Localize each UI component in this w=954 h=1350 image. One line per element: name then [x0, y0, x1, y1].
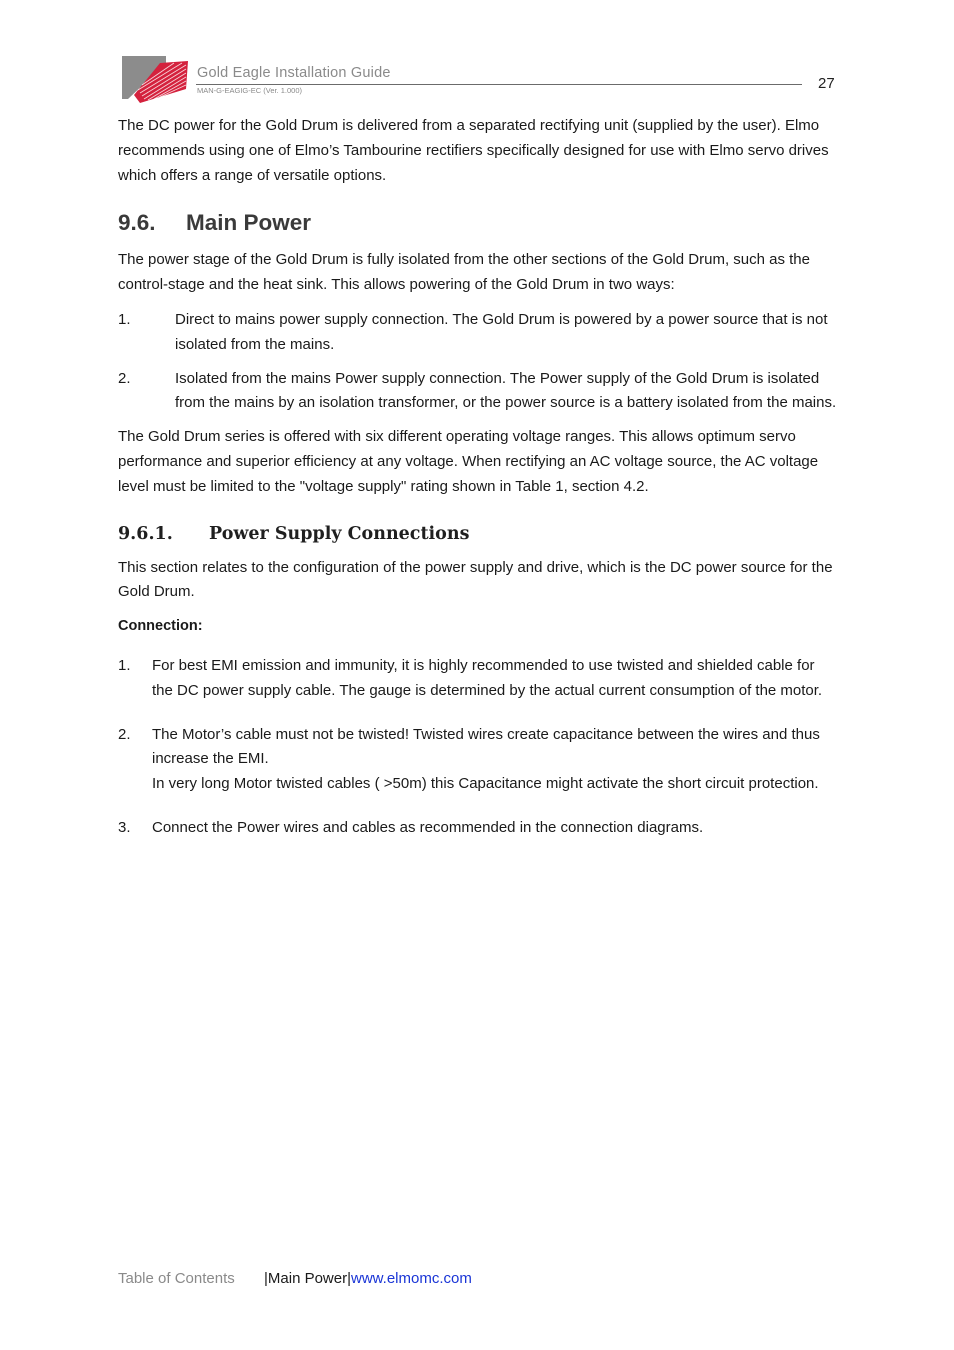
list-item-text [152, 654, 838, 704]
list-item [118, 308, 838, 358]
list-item-text [152, 816, 838, 841]
subsection-number: 9.6.1. [118, 523, 173, 544]
list-item-text: Direct to mains power supply connection. The Gold Drum is powered by a power source that is not isolated from the mains. [175, 310, 828, 353]
section-number: 9.6. [118, 210, 156, 236]
intro-paragraph: The DC power for the Gold Drum is delivered from a separated rectifying unit (supplied by the user). Elmo recommends using one of Elmo’s Tambourine rectifiers specifically designed for use with Elmo servo drives which offers a range of versatile options. [118, 117, 829, 184]
list-item-text [152, 723, 838, 797]
list-item-number: 2. [118, 725, 131, 743]
page-content [118, 114, 838, 860]
footer-section: |Main Power| [264, 1270, 351, 1287]
connection-label: Connection: [118, 618, 203, 635]
power-modes-list [118, 308, 838, 416]
section-paragraph-2: The Gold Drum series is offered with six different operating voltage ranges. This allows optimum servo performance and superior efficiency at any voltage. When rectifying an AC voltage source, the AC voltage level must be limited to the "voltage supply" rating shown in Table 1, section 4.2. [118, 428, 819, 495]
section-heading [118, 209, 838, 237]
section-title: Main Power [186, 210, 312, 236]
header-doc-code: MAN-G-EAGIG-EC (Ver. 1.000) [197, 86, 303, 95]
page-number: 27 [818, 75, 835, 92]
page-footer [118, 1270, 472, 1287]
header-divider [196, 84, 802, 85]
connection-list [118, 654, 838, 841]
section-paragraph-1: The power stage of the Gold Drum is fully isolated from the other sections of the Gold Drum, such as the control-stage and the heat sink. This allows powering of the Gold Drum in two ways: [118, 251, 810, 294]
list-item-text: Isolated from the mains Power supply connection. The Power supply of the Gold Drum is isolated from the mains by an isolation transformer, or the power source is a battery isolated from the mains. [175, 369, 837, 412]
list-item-number: 2. [118, 369, 131, 387]
list-item-number: 1. [118, 310, 131, 328]
list-item-number: 3. [118, 818, 131, 836]
footer-toc-link[interactable]: Table of Contents [118, 1270, 235, 1287]
list-item [118, 367, 838, 417]
subsection-paragraph: This section relates to the configuration of the power supply and drive, which is the DC power source for the Gold Drum. [118, 558, 833, 601]
header-title: Gold Eagle Installation Guide [197, 65, 391, 81]
list-item-number: 1. [118, 656, 131, 674]
list-item [118, 816, 838, 841]
footer-website-link[interactable]: www.elmomc.com [351, 1270, 472, 1287]
elmo-logo [120, 55, 188, 103]
list-item [118, 723, 838, 797]
list-item-line: For best EMI emission and immunity, it is highly recommended to use twisted and shielded cable for the DC power supply cable. The gauge is determined by the actual current consumption of the motor. [152, 656, 823, 699]
subsection-heading [118, 522, 838, 546]
list-item-line: Connect the Power wires and cables as recommended in the connection diagrams. [152, 818, 704, 836]
logo-graphic [120, 55, 188, 103]
list-item-line: The Motor’s cable must not be twisted! Twisted wires create capacitance between the wires and thus increase the EMI. [152, 725, 820, 768]
list-item-line-2: In very long Motor twisted cables ( >50m) this Capacitance might activate the short circuit protection. [152, 775, 819, 793]
subsection-title: Power Supply Connections [209, 523, 470, 544]
list-item [118, 654, 838, 704]
